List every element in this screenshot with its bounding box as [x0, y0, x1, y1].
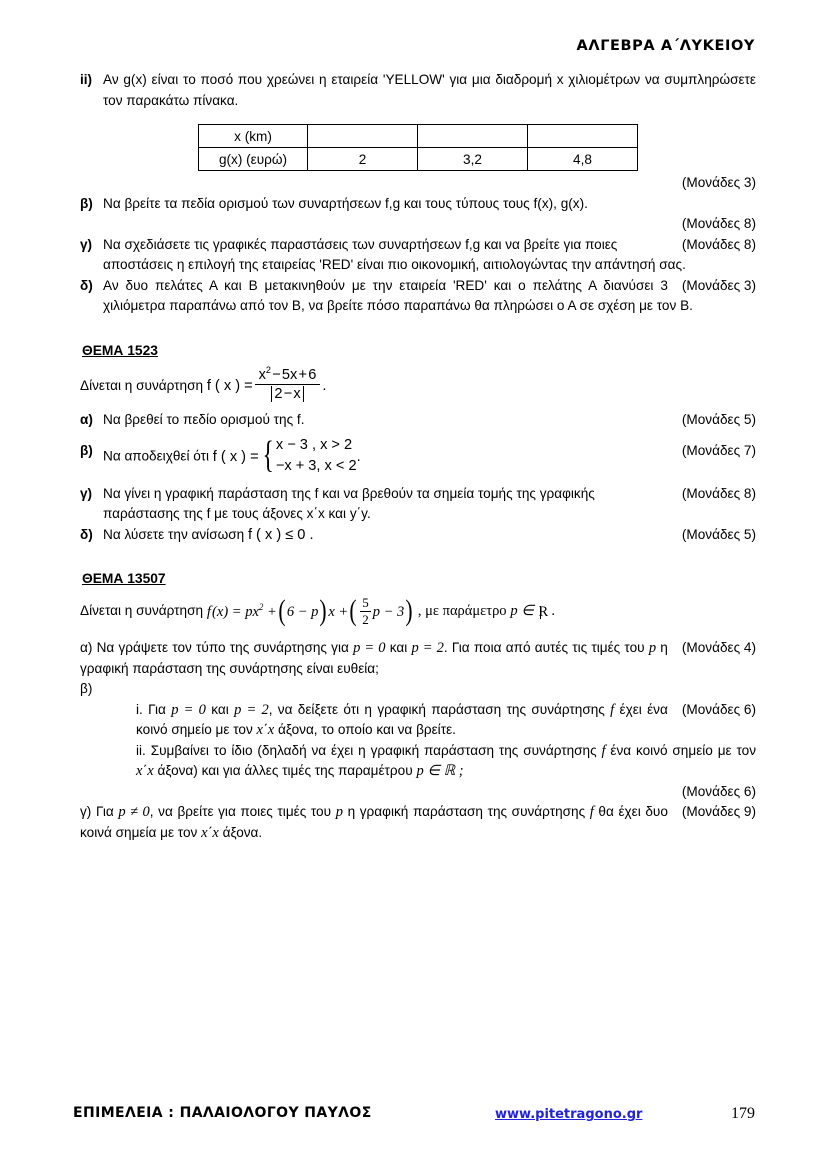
document-body	[80, 70, 756, 843]
theme-13507-item-beta-i	[80, 700, 756, 741]
units-beta-1523: (Μονάδες 7)	[681, 443, 756, 459]
theme-13507-intro	[80, 596, 756, 628]
sub-ii-axis: x΄x	[136, 763, 154, 780]
formula-13507-frac-tail: p − 3	[372, 603, 405, 620]
theme-1523-formula	[206, 364, 327, 402]
fraction-denominator: 2 − x	[255, 385, 321, 403]
table-cell: 3,2	[418, 148, 528, 171]
item-marker-gamma: γ)	[80, 236, 93, 252]
page-title: ΑΛΓΕΒΡΑ Α΄ΛΥΚΕΙΟΥ	[576, 38, 755, 54]
units-delta: (Μονάδες 3)	[681, 277, 756, 293]
sub-i-val2: p = 2	[234, 701, 269, 718]
units-alpha: (Μονάδες 5)	[681, 411, 756, 427]
item-13507-alpha-text3: η γραφική παράσταση της συνάρτησης είναι ευθεία;	[80, 640, 668, 676]
inequality-formula: f ( x ) ≤ 0 .	[247, 526, 314, 543]
item-marker-alpha: α)	[80, 411, 93, 427]
formula-lhs: f ( x ) =	[206, 377, 253, 394]
table-cell	[528, 125, 638, 148]
sub-ii-label: ii.	[136, 742, 146, 758]
theme-1523-intro	[80, 364, 756, 404]
units-13507-beta-i: (Μονάδες 6)	[681, 701, 756, 717]
item-marker-gamma-1523: γ)	[80, 485, 93, 501]
formula-13507-param: p ∈ R .	[510, 604, 555, 620]
table-cell	[308, 125, 418, 148]
item-marker-delta-1523: δ)	[80, 526, 93, 542]
fraction-numerator: 5	[362, 595, 369, 611]
theme-1523-item-beta	[80, 436, 756, 477]
units-13507-beta-ii: (Μονάδες 6)	[681, 783, 756, 799]
sub-ii-text1: Συμβαίνει το ίδιο (δηλαδή να έχει η γραφική παράσταση της συνάρτησης	[150, 742, 597, 758]
table-row-header: g(x) (ευρώ)	[199, 148, 308, 171]
item-marker-beta-1523: β)	[80, 443, 93, 459]
piecewise-period: .	[356, 449, 361, 466]
theme-1523-intro-prefix: Δίνεται η συνάρτηση	[80, 377, 204, 393]
formula-period: .	[322, 377, 327, 394]
units-gamma: (Μονάδες 8)	[681, 236, 756, 252]
item-13507-alpha-marker: α)	[80, 640, 93, 656]
formula-13507-part1: f $(x) = px^2 +(6 - p)x$ +	[206, 594, 349, 628]
table-cell	[418, 125, 528, 148]
item-marker-ii: ii)	[80, 72, 93, 87]
piecewise-lines	[276, 435, 357, 476]
sub-i-text3: έχει ένα κοινό σημείο με τον	[136, 701, 668, 738]
units-13507-alpha: (Μονάδες 4)	[681, 640, 756, 656]
item-13507-gamma-text1: Για	[95, 804, 114, 820]
sub-i-label: i.	[136, 701, 143, 717]
theme-13507-item-gamma	[80, 802, 756, 843]
fraction-numerator: $x^2$ − 5x + 6	[255, 367, 321, 385]
item-13507-alpha-text1: Να γράψετε τον τύπο της συνάρτησης για	[96, 640, 349, 656]
theme-13507-item-alpha	[80, 638, 756, 679]
theme-1523-item-gamma	[80, 484, 756, 525]
table-cell: 4,8	[528, 148, 638, 171]
item-13507-alpha-text2: . Για ποια από αυτές τις τιμές του	[443, 640, 645, 656]
item-ii-text: Αν g(x) είναι το ποσό που χρεώνει η εταιρεία 'YELLOW' για μια διαδρομή x χιλιομέτρων να συμπληρώσετε τον παρακάτω πίνακα.	[103, 72, 756, 108]
theme-13507-formula: f $(x) = px^2 +(6 - p)x$ +( $\frac{5}{2}$ p − 3)	[206, 594, 413, 628]
sub-i-text4: άξονα, το οποίο και να βρείτε.	[278, 722, 456, 738]
item-beta-text: Να βρείτε τα πεδία ορισμού των συναρτήσεων f,g και τους τύπους τους f(x), g(x).	[103, 195, 588, 211]
units-13507-gamma: (Μονάδες 9)	[681, 804, 756, 820]
item-beta-1523-text	[103, 436, 756, 477]
sub-ii-param: p ∈ ℝ ;	[416, 763, 464, 780]
section-title-13507: ΘΕΜΑ 13507	[82, 571, 166, 587]
theme-13507-item-beta-ii	[80, 741, 756, 782]
table-row-header: x (km)	[199, 125, 308, 148]
value-p-two: p = 2	[411, 640, 444, 657]
values-table	[198, 124, 638, 171]
sub-ii-fvar: f	[601, 742, 606, 759]
sub-i-axis: x΄x	[256, 722, 275, 739]
item-marker-delta: δ)	[80, 277, 93, 293]
exercise-item-delta	[80, 276, 756, 317]
gamma-fvar: f	[589, 804, 594, 821]
item-delta-1523-text	[103, 525, 756, 546]
footer-credit: ΕΠΙΜΕΛΕΙΑ : ΠΑΛΑΙΟΛΟΓΟΥ ΠΑΥΛΟΣ	[73, 1105, 372, 1121]
fraction-denominator: 2	[362, 611, 369, 627]
item-alpha-body: Να βρεθεί το πεδίο ορισμού της f.	[103, 411, 305, 427]
values-table-wrapper	[80, 124, 756, 171]
sub-ii-text3: άξονα) και για άλλες τιμές της παραμέτρου	[157, 763, 413, 779]
item-13507-beta-marker: β)	[80, 681, 93, 697]
formula-fraction	[255, 364, 321, 403]
section-title-1523: ΘΕΜΑ 1523	[82, 342, 158, 358]
item-gamma-body: Να σχεδιάσετε τις γραφικές παραστάσεις των συναρτήσεων f,g και να βρείτε για ποιες αποστάσεις η επιλογή της εταιρείας 'RED' είναι πιο οικονομική, αιτιολογώντας την απάντησή σας.	[103, 236, 686, 272]
item-13507-gamma-text3: η γραφική παράσταση της συνάρτησης	[347, 804, 586, 820]
units-gamma-1523: (Μονάδες 8)	[681, 485, 756, 501]
table-row	[199, 125, 638, 148]
sub-i-text1: Για	[148, 701, 166, 717]
piecewise-formula	[212, 434, 361, 477]
item-13507-gamma-marker: γ)	[80, 804, 92, 820]
param-p: p	[648, 640, 657, 657]
item-alpha-text	[103, 410, 756, 431]
theme-1523-item-delta	[80, 525, 756, 546]
footer-page-number: 179	[731, 1105, 755, 1122]
piecewise-cases	[259, 435, 357, 476]
sub-i-conj: και	[211, 701, 229, 717]
sub-i-text2: , να δείξετε ότι η γραφική παράσταση της συνάρτησης	[268, 701, 605, 717]
item-gamma-1523-body: Να γίνει η γραφική παράσταση της f και να βρεθούν τα σημεία τομής της γραφικής παράστασης της f με τους άξονες x΄x και y΄y.	[103, 485, 595, 522]
units-beta: (Μονάδες 8)	[681, 216, 756, 231]
exercise-item-beta	[80, 194, 756, 215]
gamma-cond: p ≠ 0	[118, 804, 150, 821]
item-13507-gamma-text4: θα έχει δυο κοινά σημεία με τον	[80, 804, 668, 840]
item-13507-gamma-text5: άξονα.	[222, 824, 263, 840]
exercise-item-gamma	[80, 235, 756, 276]
units-delta-1523: (Μονάδες 5)	[681, 526, 756, 542]
theme-13507-item-beta-marker-row	[80, 679, 756, 700]
gamma-axis: x΄x	[201, 824, 219, 841]
footer-website-link[interactable]: www.pitetragono.gr	[495, 1107, 643, 1122]
units-after-table: (Μονάδες 3)	[681, 175, 756, 190]
theme-13507-intro-prefix: Δίνεται η συνάρτηση	[80, 603, 204, 619]
item-gamma-1523-text	[103, 484, 756, 525]
gamma-param: p	[335, 804, 343, 821]
item-13507-alpha-conj: και	[389, 640, 408, 656]
item-marker-beta: β)	[80, 195, 93, 211]
theme-1523-item-alpha	[80, 410, 756, 431]
page-footer	[0, 1105, 828, 1131]
brace-glyph: {	[262, 434, 274, 477]
sub-i-val1: p = 0	[171, 701, 206, 718]
formula-13507-suffix: , με παράμετρο	[417, 603, 507, 620]
table-row	[199, 148, 638, 171]
piecewise-case-2: −x + 3, x < 2	[275, 458, 357, 475]
item-beta-1523-body: Να αποδειχθεί ότι	[103, 449, 210, 465]
sub-i-fvar: f	[610, 701, 615, 718]
item-gamma-text	[103, 235, 756, 276]
item-delta-body: Αν δυο πελάτες Α και Β μετακινηθούν με την εταιρεία 'RED' και ο πελάτης Α διανύσει 3 χιλιόμετρα παραπάνω από τον Β, να βρείτε πόσο παραπάνω θα πληρώσει ο Α σε σχέση με τον Β.	[103, 277, 693, 313]
formula-13507-fraction	[360, 595, 371, 627]
exercise-item-ii	[80, 70, 756, 111]
table-cell: 2	[308, 148, 418, 171]
item-delta-1523-body: Να λύσετε την ανίσωση	[103, 526, 245, 542]
item-13507-gamma-text2: , να βρείτε για ποιες τιμές του	[149, 804, 332, 820]
piecewise-case-1: x − 3 , x > 2	[275, 437, 353, 454]
sub-ii-text2: ένα κοινό σημείο με τον	[610, 742, 756, 758]
value-p-zero: p = 0	[353, 640, 386, 657]
piecewise-lhs: f ( x ) =	[212, 449, 259, 466]
item-delta-text	[103, 276, 756, 317]
